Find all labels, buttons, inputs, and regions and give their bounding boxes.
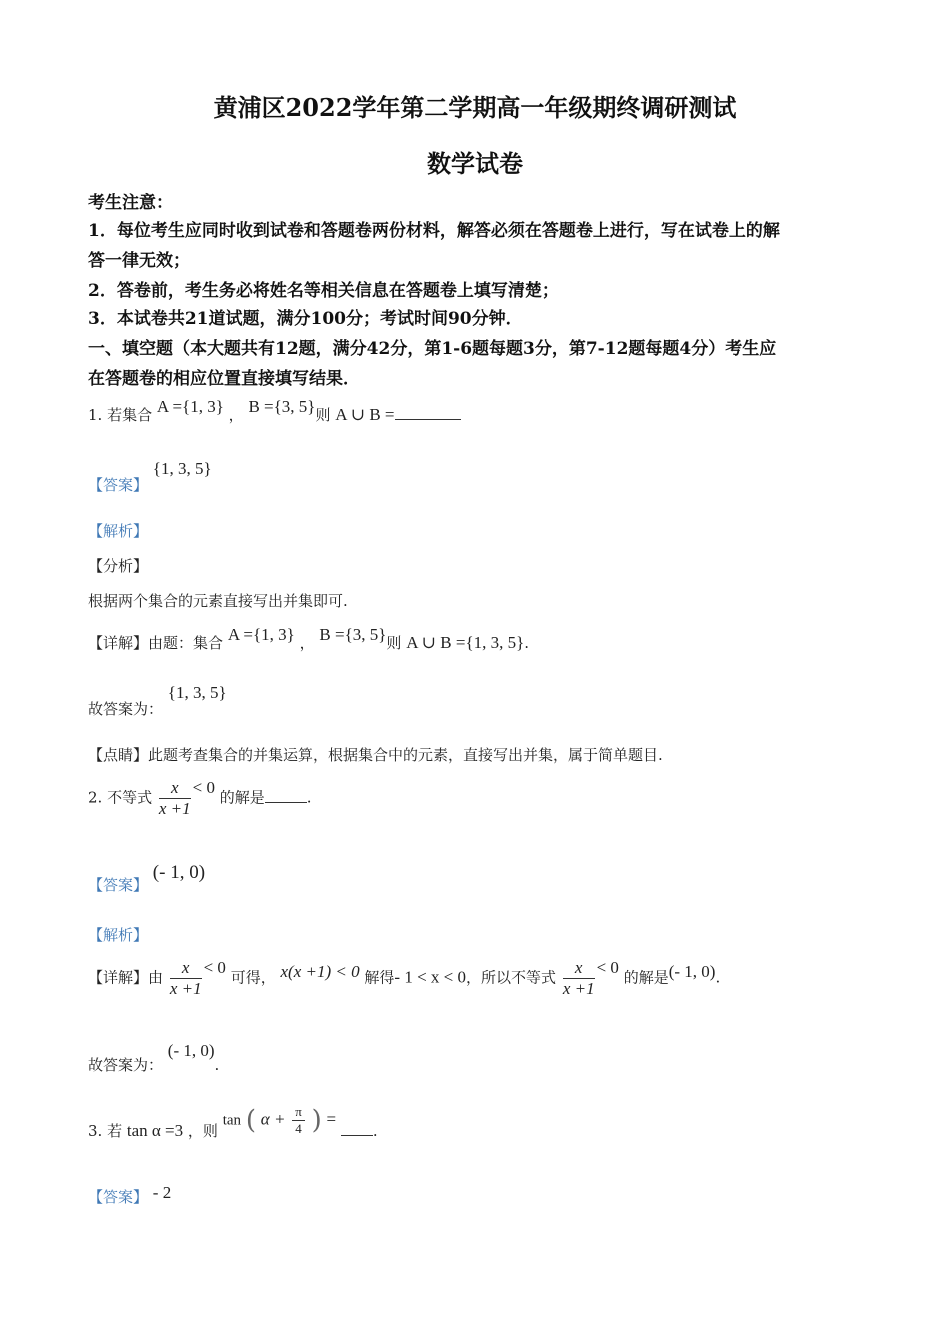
answer-blank — [265, 788, 307, 803]
tan-condition: tan α =3 — [126, 1121, 184, 1140]
q1-analysis-tag: 【解析】 — [88, 522, 149, 540]
notice-item-1: 1．每位考生应同时收到试卷和答题卷两份材料，解答必须在答题卷上进行，写在试卷上的解 — [88, 221, 780, 241]
q2-analysis-tag: 【解析】 — [88, 926, 149, 944]
tan-expression: tan ( α + $\frac{\pi}{4}$ ) = — [222, 1104, 337, 1136]
q2-detail: 【详解】由 $\frac{x}{x +1}$ < 0 可得， x(x +1) < 0 解得- 1 < x < 0，所以不等式 $\frac{x}{x +1}$ < 0 的解是(- 1, 0). — [88, 957, 721, 998]
notice-heading: 考生注意： — [88, 193, 173, 213]
q1-answer-row — [88, 458, 866, 494]
right-paren: ) — [311, 1105, 322, 1136]
q1-answer: {1, 3, 5} — [152, 459, 212, 478]
q1-detail: 【详解】由题：集合 A ={1, 3} ， B ={3, 5}则 A ∪ B ={1, 3, 5}. — [88, 625, 530, 652]
q2-answer-row: 【答案】 (- 1, 0) — [88, 862, 206, 894]
exam-title: 黄浦区2022学年第二学期高一年级期终调研测试 — [213, 93, 737, 122]
answer-blank — [395, 405, 461, 420]
q3-answer-row: 【答案】 - 2 — [88, 1183, 172, 1206]
section-heading: 一、填空题（本大题共有12题，满分42分，第1-6题每题3分，第7-12题每题4分）考生应 — [88, 339, 777, 359]
question-1: 1. 若集合 A ={1, 3} ， B ={3, 5}则 A ∪ B = — [88, 404, 866, 426]
q1-fenxi-text: 根据两个集合的元素直接写出并集即可. — [88, 592, 348, 610]
answer-tag: 【答案】 — [88, 476, 149, 494]
q1-comment: 【点睛】此题考查集合的并集运算，根据集合中的元素，直接写出并集，属于简单题目. — [88, 746, 663, 764]
q2-answer: (- 1, 0) — [152, 862, 206, 883]
question-2: 2. 不等式 $\frac{x}{x +1}$ < 0 的解是 . — [88, 777, 312, 818]
section-heading-cont: 在答题卷的相应位置直接填写结果． — [88, 369, 360, 389]
q2-final: 故答案为： (- 1, 0). — [88, 1041, 220, 1074]
notice-item-2: 2．答卷前，考生务必将姓名等相关信息在答题卷上填写清楚； — [88, 281, 559, 301]
exam-subtitle: 数学试卷 — [427, 149, 523, 178]
question-3: 3. 若 tan α =3 ，则 tan ( α + $\frac{\pi}{4}$ ) = . — [88, 1104, 378, 1140]
q1-fenxi-tag: 【分析】 — [88, 557, 149, 575]
fraction: $\frac{x}{x +1}$ — [158, 778, 191, 818]
union-expr: A ∪ B = — [335, 405, 395, 424]
left-paren: ( — [245, 1105, 256, 1136]
set-b: B ={3, 5} — [248, 397, 316, 416]
q3-answer: - 2 — [152, 1183, 172, 1202]
answer-blank — [341, 1121, 373, 1136]
q1-final: 故答案为： {1, 3, 5} — [88, 683, 227, 718]
notice-item-3: 3．本试卷共21道试题，满分100分；考试时间90分钟． — [88, 309, 523, 329]
notice-item-1-cont: 答一律无效； — [88, 251, 190, 271]
set-a: A ={1, 3} — [156, 397, 224, 416]
